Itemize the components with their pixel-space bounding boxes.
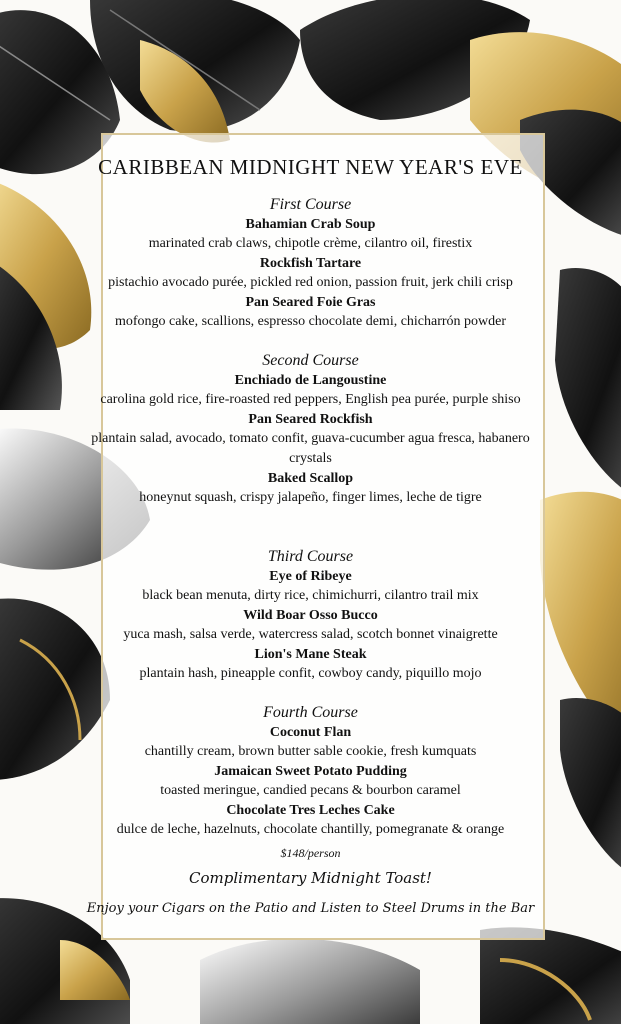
course-section-3	[0, 547, 621, 684]
course-section-4	[0, 703, 621, 840]
leaf-top-center	[90, 0, 300, 143]
price-per-person: $148/person	[280, 846, 341, 860]
dish-description: honeynut squash, crispy jalapeño, finger limes, leche de tigre	[139, 490, 482, 505]
dish-description: plantain salad, avocado, tomato confit, guava-cucumber agua fresca, habanero crystals	[91, 431, 530, 466]
dish-name: Pan Seared Rockfish	[248, 412, 373, 427]
dish-name: Rockfish Tartare	[259, 256, 362, 271]
dish-name: Enchiado de Langoustine	[234, 373, 387, 388]
dish-description: chantilly cream, brown butter sable cookie, fresh kumquats	[144, 744, 477, 759]
dish-description: yuca mash, salsa verde, watercress salad, scotch bonnet vinaigrette	[123, 627, 498, 642]
dish-description: carolina gold rice, fire-roasted red peppers, English pea purée, purple shiso	[100, 392, 521, 407]
dish-description: dulce de leche, hazelnuts, chocolate chantilly, pomegranate & orange	[116, 822, 505, 837]
dish-description: pistachio avocado purée, pickled red onion, passion fruit, jerk chili crisp	[108, 275, 513, 290]
dish-name: Pan Seared Foie Gras	[245, 295, 376, 310]
dish-name: Eye of Ribeye	[269, 569, 352, 584]
menu-title: CARIBBEAN MIDNIGHT NEW YEAR'S EVE	[98, 155, 523, 179]
dish-name: Bahamian Crab Soup	[245, 217, 376, 232]
dish-name: Lion's Mane Steak	[254, 647, 367, 662]
course-heading: Fourth Course	[263, 704, 358, 721]
course-section-2	[0, 351, 621, 508]
dish-description: marinated crab claws, chipotle crème, cilantro oil, firestix	[148, 236, 473, 251]
dish-description: mofongo cake, scallions, espresso chocolate demi, chicharrón powder	[114, 314, 507, 329]
dish-name: Wild Boar Osso Bucco	[243, 608, 378, 623]
dish-name: Baked Scallop	[267, 471, 354, 486]
course-heading: Second Course	[262, 352, 359, 369]
course-heading: Third Course	[267, 548, 354, 565]
course-heading: First Course	[269, 196, 352, 213]
dish-name: Jamaican Sweet Potato Pudding	[214, 764, 407, 779]
dish-description: toasted meringue, candied pecans & bourbon caramel	[160, 783, 461, 798]
dish-description: plantain hash, pineapple confit, cowboy candy, piquillo mojo	[139, 666, 482, 681]
course-section-1	[0, 195, 621, 332]
dish-description: black bean menuta, dirty rice, chimichurri, cilantro trail mix	[142, 588, 479, 603]
dish-name: Chocolate Tres Leches Cake	[226, 803, 395, 818]
cigars-steel-drums-note: Enjoy your Cigars on the Patio and Listen to Steel Drums in the Bar	[86, 901, 535, 916]
dish-name: Coconut Flan	[269, 725, 352, 740]
midnight-toast-note: Complimentary Midnight Toast!	[189, 869, 432, 887]
